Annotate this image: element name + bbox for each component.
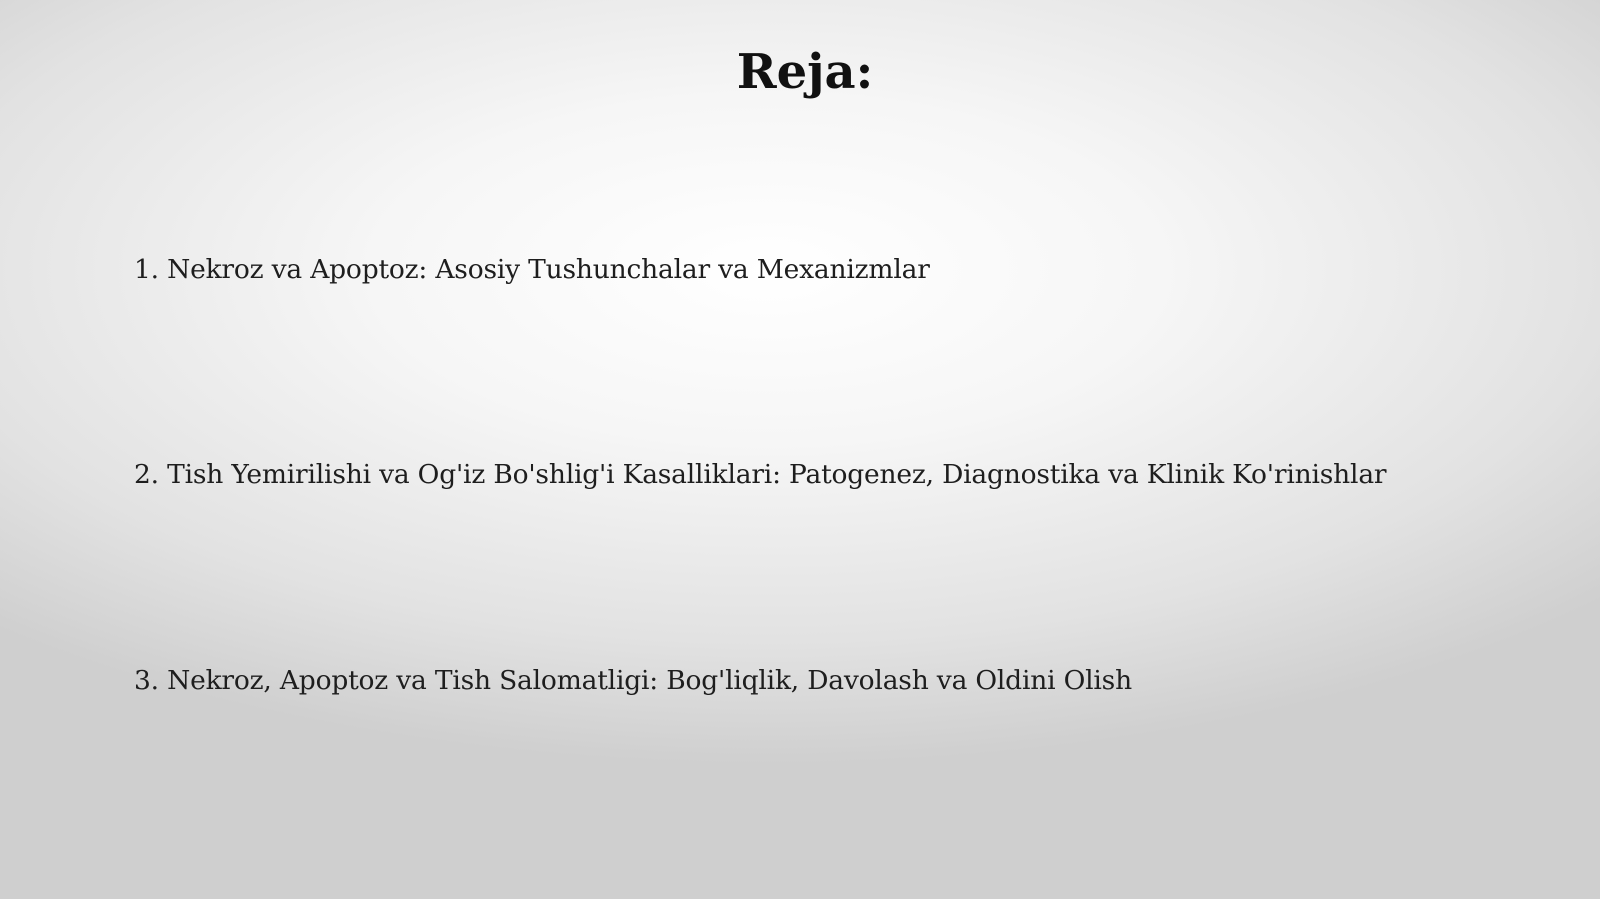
plan-item-2: 2. Tish Yemirilishi va Og'iz Bo'shlig'i Kasalliklari: Patogenez, Diagnostika va Klinik Ko'rinishlar [134,459,1387,490]
plan-item-1: 1. Nekroz va Apoptoz: Asosiy Tushunchalar va Mexanizmlar [134,254,930,285]
slide-title: Reja: [736,44,874,100]
plan-item-3: 3. Nekroz, Apoptoz va Tish Salomatligi: Bog'liqlik, Davolash va Oldini Olish [134,665,1132,696]
